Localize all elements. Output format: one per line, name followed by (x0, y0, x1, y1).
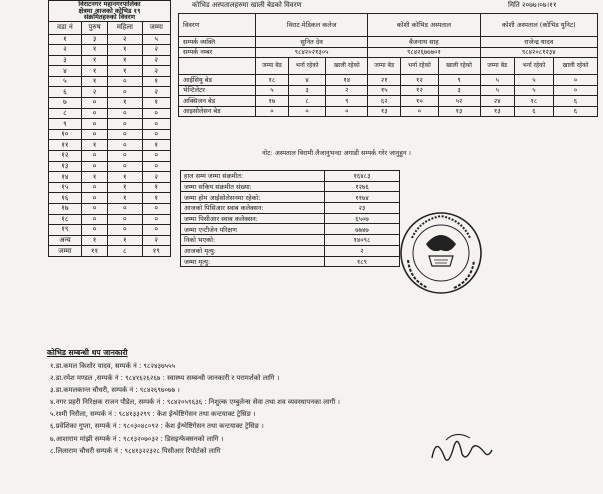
bed-count: ४ (288, 75, 325, 86)
ward-cell: ११ (49, 140, 82, 151)
ward-cell: १ (108, 182, 142, 193)
ward-row (49, 225, 171, 236)
bed-count: ० (288, 106, 325, 117)
summary-value: २ (325, 245, 400, 256)
ward-col-header: महिला (108, 21, 142, 34)
summary-row (181, 256, 400, 267)
ward-col-header: जम्मा (142, 21, 171, 34)
bed-count: ० (256, 106, 289, 117)
summary-label: आजको पिसिआर स्वाब कलेक्सन: (181, 203, 325, 214)
ward-row (49, 108, 171, 119)
blank-cell (179, 58, 256, 75)
bed-count: ५ (480, 75, 514, 86)
contact-number-label: सम्पर्क नम्बर (179, 47, 256, 58)
ward-row (49, 151, 171, 162)
ward-row (49, 119, 171, 130)
ward-cell: ० (108, 225, 142, 236)
ward-cell: १ (142, 193, 171, 204)
summary-row (181, 203, 400, 214)
bed-count: १३ (368, 106, 401, 117)
bed-sub-header: खाली रहेको (438, 58, 480, 75)
bed-count: २ (326, 85, 368, 96)
bed-count: ० (326, 106, 368, 117)
ward-cell: ० (81, 182, 107, 193)
bed-count: १३ (480, 106, 514, 117)
bed-count: ५२ (438, 96, 480, 107)
ward-cell: ० (142, 214, 171, 225)
bed-count: ० (401, 106, 438, 117)
summary-value: १४०९८ (325, 235, 400, 246)
contact-number: ९८४२६७७७०१ (368, 47, 480, 58)
ward-row (49, 34, 171, 45)
ward-cell: २ (108, 34, 142, 45)
summary-value: १६४८३ (325, 171, 400, 182)
ward-cell: ० (81, 151, 107, 162)
summary-label: जम्मा एन्टीजेन परिक्षण (181, 224, 325, 235)
ward-cell: ३ (81, 34, 107, 45)
ward-cell: १४ (49, 172, 82, 183)
bed-count: ६२ (368, 96, 401, 107)
bed-count: ५ (480, 85, 514, 96)
ward-cell: ६ (49, 87, 82, 98)
bed-count: ६ (514, 106, 553, 117)
bed-count: १० (401, 96, 438, 107)
ward-cell: १ (108, 66, 142, 77)
summary-table (180, 170, 400, 267)
nepal-emblem-icon (426, 235, 456, 266)
ward-cell: ० (142, 129, 171, 140)
ward-cell: ९ (49, 119, 82, 130)
ward-row (49, 182, 171, 193)
ward-cell: २ (142, 55, 171, 66)
signature (426, 428, 496, 476)
bed-sub-header: भर्ना रहेको (401, 58, 438, 75)
ward-cell: १ (142, 76, 171, 87)
hospital-bed-table (178, 13, 598, 117)
summary-label: आजको मृत्यु: (181, 245, 325, 256)
ward-cell: १३ (49, 161, 82, 172)
ward-cell: ० (108, 214, 142, 225)
bed-count: ० (553, 75, 597, 86)
bed-count: ० (553, 85, 597, 96)
ward-cell: २ (142, 45, 171, 56)
ward-other-row: अन्य १ १ २ (49, 235, 171, 246)
contact-person: राजेन्द्र यादव (480, 37, 597, 48)
ward-cell: १ (142, 98, 171, 109)
summary-label: जम्मा पिसीआर स्वाब कलेक्सन: (181, 213, 325, 224)
bed-sub-header: जम्मा बेड (256, 58, 289, 75)
summary-label: जम्मा सकिय संक्रमीत संख्या: (181, 181, 325, 192)
ward-cell: ४ (49, 66, 82, 77)
bed-sub-header: भर्ना रहेको (514, 58, 553, 75)
ward-row (49, 87, 171, 98)
summary-value: ११७४ (325, 192, 400, 203)
ward-cell: ० (142, 151, 171, 162)
contact-number: ९८४२०२१३०५ (256, 47, 368, 58)
summary-value: १२७६ (325, 181, 400, 192)
bed-sub-header: खाली रहेको (326, 58, 368, 75)
ward-cell: १ (108, 193, 142, 204)
bed-count: ८ (288, 96, 325, 107)
ward-cell: ० (81, 129, 107, 140)
official-stamp (398, 210, 484, 296)
ward-cell: १ (81, 76, 107, 87)
bed-count: २४ (480, 96, 514, 107)
contact-section-title: कोभिड सम्बन्धी थप जानकारी (47, 348, 128, 357)
bed-count: ६ (553, 96, 597, 107)
ward-cell: १० (49, 129, 82, 140)
hospital-name: विराट मेडिकल कलेज (256, 14, 368, 37)
summary-value: १८९ (325, 256, 400, 267)
ward-cell: २ (142, 172, 171, 183)
contact-number: ९८४२०८१२३४ (480, 47, 597, 58)
summary-row (181, 245, 400, 256)
contact-item: ७.आशाराम मांझी सम्पर्क नं : ९८१३२०७०३२ : डिसइन्फेक्सनको लागि । (50, 434, 224, 443)
ward-cell: १ (81, 55, 107, 66)
bed-row (179, 106, 598, 117)
bed-count: १५ (368, 85, 401, 96)
ward-cell: १ (49, 34, 82, 45)
bed-row (179, 96, 598, 107)
ward-table-title: विराटनगर महानगरपालिका क्षेत्रमा आजको कोभिड १९ संक्रमितहरुको विवरण (49, 1, 171, 22)
ward-col-header: पुरुष (81, 21, 107, 34)
bed-count: ६ (553, 106, 597, 117)
ward-cell: ० (81, 161, 107, 172)
ward-row (49, 172, 171, 183)
ward-cell: १ (108, 98, 142, 109)
ward-cell: ० (108, 129, 142, 140)
ward-cell: ५ (142, 34, 171, 45)
bed-sub-header: भर्ना रहेको (288, 58, 325, 75)
ward-cell: १९ (49, 225, 82, 236)
summary-row (181, 171, 400, 182)
ward-total-row: जम्मा ११ ८ १९ (49, 246, 171, 257)
summary-label: निको भएको: (181, 235, 325, 246)
ward-cell: २ (81, 87, 107, 98)
contact-item: ३.डा.कमलकान्त चौधरी, सम्पर्क नं : ९८४२६९७०७७ । (50, 386, 180, 395)
ward-cell: ८ (49, 108, 82, 119)
ward-row (49, 76, 171, 87)
summary-row (181, 192, 400, 203)
ward-row (49, 161, 171, 172)
ward-cell: ० (81, 204, 107, 215)
report-date: मिति २०७७।०७।११ (508, 1, 557, 9)
ward-cell: ० (142, 119, 171, 130)
summary-value: २३ (325, 203, 400, 214)
bed-count: १३ (438, 106, 480, 117)
summary-label: हाल सम्म जम्मा संक्रमीत: (181, 171, 325, 182)
ward-cell: २ (142, 87, 171, 98)
ward-cell: ० (81, 108, 107, 119)
hospital-name: कोशी अस्पताल (कोभिड युनिट) (480, 14, 597, 37)
contact-item: ८.लिलाराम चौधरी सम्पर्क नं : ९८४१३२२३२८ पिसीआर रिपोर्टको लागि (50, 446, 221, 455)
ward-cell: ० (108, 161, 142, 172)
ward-row (49, 98, 171, 109)
ward-cell: ० (81, 225, 107, 236)
corner-label: विवरण (179, 14, 256, 37)
ward-cell: १८ (49, 214, 82, 225)
bed-count: ३ (438, 85, 480, 96)
ward-cell: १ (142, 182, 171, 193)
ward-cell: ० (108, 204, 142, 215)
ward-cell: १६ (49, 193, 82, 204)
ward-cell: ० (142, 161, 171, 172)
ward-cell: ० (142, 108, 171, 119)
hospital-note: नोट: अस्पताल विरामी लैजानुभन्दा अगाडी सम्पर्क गरेर जानुहुन । (262, 149, 411, 157)
bed-count: १४ (326, 75, 368, 86)
contact-item: १.डा.कमल किशोर यादव, सम्पर्क नं : ९८२४३७५५५ (50, 362, 176, 370)
ward-cell: १२ (49, 151, 82, 162)
ward-cell: १ (142, 140, 171, 151)
hospital-bed-title: कोभिड अस्पतालहरुमा खाली बेडको विवरण (192, 1, 302, 9)
contact-person: बैजनाथ साह (368, 37, 480, 48)
ward-cell: ० (142, 204, 171, 215)
bed-type-label: अक्सिजन बेड (179, 96, 256, 107)
ward-row (49, 55, 171, 66)
bed-type-label: भेन्टिलेटर (179, 85, 256, 96)
ward-infection-table (48, 0, 171, 257)
bed-count: १२ (401, 75, 438, 86)
summary-row (181, 224, 400, 235)
ward-row (49, 214, 171, 225)
ward-cell: ५ (49, 76, 82, 87)
ward-cell: ० (81, 119, 107, 130)
bed-count: ९ (438, 75, 480, 86)
bed-count: ३ (288, 85, 325, 96)
ward-cell: १ (81, 140, 107, 151)
ward-cell: ० (81, 98, 107, 109)
bed-count: १८ (514, 96, 553, 107)
summary-value: ६५०७ (325, 213, 400, 224)
bed-count: ९ (326, 96, 368, 107)
ward-cell: ० (108, 76, 142, 87)
ward-row (49, 45, 171, 56)
bed-type-label: आईसियु बेड (179, 75, 256, 86)
ward-cell: १ (108, 55, 142, 66)
contact-list (50, 360, 340, 457)
ward-cell: २ (49, 45, 82, 56)
summary-row (181, 213, 400, 224)
ward-cell: ७ (49, 98, 82, 109)
ward-cell: १ (81, 66, 107, 77)
bed-count: ५ (256, 85, 289, 96)
bed-row (179, 85, 598, 96)
contact-person-label: सम्पर्क व्यक्ति (179, 37, 256, 48)
ward-cell: ० (81, 214, 107, 225)
summary-value: ७७४७ (325, 224, 400, 235)
contact-person: सुनित देव (256, 37, 368, 48)
bed-count: ५ (514, 85, 553, 96)
bed-sub-header: जम्मा बेड (480, 58, 514, 75)
hospital-bed-header (178, 0, 596, 12)
bed-row (179, 75, 598, 86)
contact-item: २.डा.रमेश मण्डल ,सम्पर्क नं : ९८४१६२६२६७ : स्वास्थ्य सम्बन्धी जानकारी र परामर्शको लागि । (50, 374, 280, 383)
bed-count: १७ (256, 96, 289, 107)
ward-cell: १ (81, 45, 107, 56)
bed-count: १८ (256, 75, 289, 86)
ward-cell: ० (142, 225, 171, 236)
summary-row (181, 235, 400, 246)
contact-item: ४.नगर प्रहरी निरिक्षक राजन पौडेल, सम्पर्क नं : ९८४२०५९६३६ : निशुल्क एम्बुलेन्स सेवा तथा शव व्यवस्थापनका लागी । (50, 398, 340, 407)
ward-cell: ० (108, 119, 142, 130)
ward-cell: १ (108, 45, 142, 56)
bed-type-label: आइसोलेसन बेड (179, 106, 256, 117)
ward-row (49, 66, 171, 77)
summary-label: जम्मा मृत्यु: (181, 256, 325, 267)
ward-table-header (49, 21, 171, 34)
ward-cell: ० (108, 151, 142, 162)
ward-cell: ३ (49, 55, 82, 66)
ward-cell: ० (108, 87, 142, 98)
bed-sub-header: जम्मा बेड (368, 58, 401, 75)
ward-row (49, 193, 171, 204)
ward-cell: ० (108, 108, 142, 119)
ward-row (49, 204, 171, 215)
hospital-name: कोशी कोभिड अस्पताल (368, 14, 480, 37)
contact-item: ५.रश्मी निरौला, सम्पर्क नं : ९८४१३३२९९ : केश ईन्भेष्टिगेसन तथा कन्टयाक्ट ट्रेसिङ । (50, 410, 256, 419)
summary-label: जम्मा होम आईसोलेसनमा रहेको: (181, 192, 325, 203)
ward-row (49, 129, 171, 140)
ward-cell: १ (108, 172, 142, 183)
ward-cell: ० (81, 193, 107, 204)
bed-count: २१ (368, 75, 401, 86)
contact-item: ६.प्रवेशिका गुप्ता, सम्पर्क नं : ९८०३०४८०९२ : केश ईन्भेष्टिगेसन तथा कन्टयाक्ट ट्रेसिङ । (50, 422, 264, 431)
ward-row (49, 140, 171, 151)
ward-cell: १ (81, 172, 107, 183)
ward-cell: १५ (49, 182, 82, 193)
ward-col-header: वडा नं (49, 21, 82, 34)
ward-cell: १७ (49, 204, 82, 215)
bed-count: १२ (401, 85, 438, 96)
summary-row (181, 181, 400, 192)
bed-count: ५ (514, 75, 553, 86)
ward-cell: ० (108, 140, 142, 151)
ward-cell: २ (142, 66, 171, 77)
bed-sub-header: खाली रहेको (553, 58, 597, 75)
